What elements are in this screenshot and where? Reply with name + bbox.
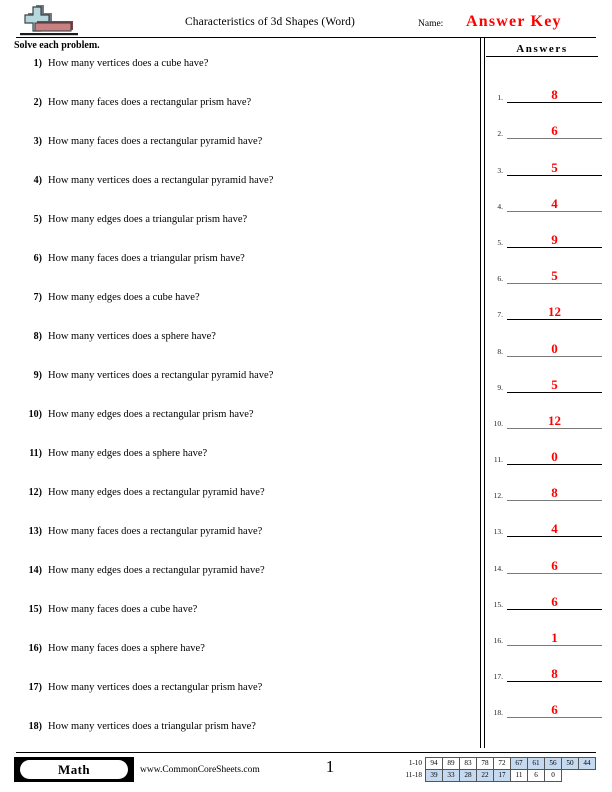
answer-number: 15. xyxy=(493,599,503,609)
answer-value: 4 xyxy=(551,195,558,211)
question-number: 10) xyxy=(28,409,42,420)
question-number: 18) xyxy=(28,721,42,732)
answer-row xyxy=(486,502,612,538)
page-title: Characteristics of 3d Shapes (Word) xyxy=(185,16,355,28)
answer-blank-line[interactable] xyxy=(507,102,602,103)
question-text: How many faces does a sphere have? xyxy=(48,643,205,654)
question-number: 17) xyxy=(28,682,42,693)
answers-heading: Answers xyxy=(486,43,598,57)
answer-row xyxy=(486,611,612,647)
question-row xyxy=(0,331,470,370)
answer-number: 4. xyxy=(497,201,503,211)
subject-badge xyxy=(14,757,134,782)
answer-blank-line[interactable] xyxy=(507,573,602,574)
answer-row xyxy=(486,104,612,140)
answer-value: 5 xyxy=(551,268,558,284)
question-text: How many edges does a cube have? xyxy=(48,292,200,303)
question-row xyxy=(0,526,470,565)
answer-value: 6 xyxy=(551,123,558,139)
answer-blank-line[interactable] xyxy=(507,138,602,139)
score-range-label: 11-18 xyxy=(405,771,422,779)
answer-number: 14. xyxy=(493,563,503,573)
question-text: How many faces does a triangular prism have? xyxy=(48,253,245,264)
answer-number: 7. xyxy=(497,310,503,320)
answer-value: 5 xyxy=(551,376,558,392)
question-row xyxy=(0,643,470,682)
score-cell: 6 xyxy=(528,770,545,782)
answer-row xyxy=(486,394,612,430)
question-text: How many vertices does a rectangular pyramid have? xyxy=(48,370,274,381)
score-cell: 61 xyxy=(528,758,545,770)
answer-blank-line[interactable] xyxy=(507,283,602,284)
question-row xyxy=(0,175,470,214)
answer-row xyxy=(486,647,612,683)
answers-list xyxy=(486,68,612,719)
score-cell-empty xyxy=(579,770,596,782)
divider-line-right xyxy=(484,38,485,748)
question-text: How many edges does a rectangular prism have? xyxy=(48,409,254,420)
question-row xyxy=(0,58,470,97)
answer-number: 17. xyxy=(493,672,503,682)
answer-blank-line[interactable] xyxy=(507,536,602,537)
score-table-row xyxy=(396,758,596,770)
score-cell: 89 xyxy=(443,758,460,770)
answer-number: 10. xyxy=(493,418,503,428)
answer-value: 6 xyxy=(551,593,558,609)
answer-number: 8. xyxy=(497,346,503,356)
question-row xyxy=(0,292,470,331)
question-row xyxy=(0,565,470,604)
answer-value: 8 xyxy=(551,666,558,682)
score-table-grid xyxy=(396,757,596,782)
question-text: How many edges does a rectangular pyramid have? xyxy=(48,487,265,498)
question-text: How many faces does a rectangular pyramid have? xyxy=(48,526,263,537)
answer-blank-line[interactable] xyxy=(507,609,602,610)
question-row xyxy=(0,253,470,292)
answer-value: 0 xyxy=(551,340,558,356)
question-text: How many vertices does a sphere have? xyxy=(48,331,216,342)
score-cell: 39 xyxy=(426,770,443,782)
question-number: 9) xyxy=(33,370,42,381)
score-cell: 56 xyxy=(545,758,562,770)
answer-value: 0 xyxy=(551,449,558,465)
question-number: 3) xyxy=(33,136,42,147)
question-number: 6) xyxy=(33,253,42,264)
score-cell: 0 xyxy=(545,770,562,782)
answer-blank-line[interactable] xyxy=(507,645,602,646)
answer-row xyxy=(486,466,612,502)
answer-row xyxy=(486,321,612,357)
answer-row xyxy=(486,213,612,249)
question-row xyxy=(0,409,470,448)
site-url[interactable]: www.CommonCoreSheets.com xyxy=(140,765,260,775)
score-table xyxy=(396,757,596,782)
answer-number: 16. xyxy=(493,636,503,645)
score-cell: 72 xyxy=(494,758,511,770)
question-number: 11) xyxy=(29,448,42,459)
score-cell: 33 xyxy=(443,770,460,782)
answer-value: 5 xyxy=(551,159,558,175)
question-row xyxy=(0,487,470,526)
score-cell: 83 xyxy=(460,758,477,770)
question-row xyxy=(0,370,470,409)
answer-blank-line[interactable] xyxy=(507,211,602,212)
question-text: How many vertices does a rectangular pyramid have? xyxy=(48,175,274,186)
answer-blank-line[interactable] xyxy=(507,428,602,429)
question-number: 16) xyxy=(28,643,42,654)
instruction-text: Solve each problem. xyxy=(14,40,100,51)
answer-blank-line[interactable] xyxy=(507,175,602,176)
answer-value: 6 xyxy=(551,702,558,718)
score-table-row xyxy=(396,770,596,782)
question-number: 4) xyxy=(33,175,42,186)
header-divider xyxy=(16,37,596,38)
answer-blank-line[interactable] xyxy=(507,464,602,465)
question-row xyxy=(0,604,470,643)
score-cell: 67 xyxy=(511,758,528,770)
score-cell: 44 xyxy=(579,758,596,770)
answer-row xyxy=(486,285,612,321)
question-text: How many vertices does a rectangular prism have? xyxy=(48,682,263,693)
plus-cross-logo-icon xyxy=(20,3,78,37)
question-number: 1) xyxy=(33,58,42,69)
answer-blank-line[interactable] xyxy=(507,247,602,248)
answer-blank-line[interactable] xyxy=(507,681,602,682)
question-number: 15) xyxy=(28,604,42,615)
answer-value: 1 xyxy=(551,630,558,645)
question-number: 13) xyxy=(28,526,42,537)
question-number: 12) xyxy=(28,487,42,498)
answer-number: 11. xyxy=(493,455,503,465)
answer-blank-line[interactable] xyxy=(507,356,602,357)
answer-blank-line[interactable] xyxy=(507,392,602,393)
score-cell: 94 xyxy=(426,758,443,770)
question-number: 14) xyxy=(28,565,42,576)
answer-number: 2. xyxy=(497,129,503,139)
footer-divider xyxy=(16,752,596,753)
answer-row xyxy=(486,430,612,466)
score-cell: 17 xyxy=(494,770,511,782)
answer-value: 9 xyxy=(551,231,558,247)
answer-number: 6. xyxy=(497,274,503,284)
subject-pill xyxy=(20,760,128,779)
question-text: How many faces does a cube have? xyxy=(48,604,198,615)
answer-row xyxy=(486,140,612,176)
page-header xyxy=(0,0,612,40)
answer-number: 12. xyxy=(493,491,503,501)
column-divider xyxy=(480,38,485,748)
question-text: How many edges does a rectangular pyramid have? xyxy=(48,565,265,576)
name-label: Name: xyxy=(418,19,444,29)
answer-row xyxy=(486,249,612,285)
answer-row xyxy=(486,538,612,574)
answer-key-stamp: Answer Key xyxy=(466,13,562,30)
score-cell: 11 xyxy=(511,770,528,782)
answer-row xyxy=(486,68,612,104)
page-number: 1 xyxy=(325,757,335,776)
answer-row xyxy=(486,358,612,394)
question-row xyxy=(0,448,470,487)
answer-blank-line[interactable] xyxy=(507,500,602,501)
questions-list xyxy=(0,58,470,760)
answer-number: 3. xyxy=(497,165,503,175)
answer-value: 6 xyxy=(551,557,558,573)
score-cell: 28 xyxy=(460,770,477,782)
answer-blank-line[interactable] xyxy=(507,717,602,718)
score-range-label: 1-10 xyxy=(408,759,422,767)
question-row xyxy=(0,721,470,760)
question-row xyxy=(0,214,470,253)
score-cell: 22 xyxy=(477,770,494,782)
question-row xyxy=(0,97,470,136)
question-text: How many edges does a triangular prism have? xyxy=(48,214,248,225)
question-text: How many vertices does a cube have? xyxy=(48,58,209,69)
answer-number: 18. xyxy=(493,708,503,718)
answer-value: 4 xyxy=(551,521,558,537)
question-number: 5) xyxy=(33,214,42,225)
question-number: 7) xyxy=(33,292,42,303)
score-cell: 78 xyxy=(477,758,494,770)
subject-label: Math xyxy=(58,761,90,777)
answer-value: 12 xyxy=(548,304,561,320)
answer-value: 12 xyxy=(548,412,561,428)
question-row xyxy=(0,682,470,721)
question-text: How many faces does a rectangular pyramid have? xyxy=(48,136,263,147)
answer-row xyxy=(486,177,612,213)
question-text: How many edges does a sphere have? xyxy=(48,448,208,459)
question-row xyxy=(0,136,470,175)
answer-blank-line[interactable] xyxy=(507,319,602,320)
question-number: 8) xyxy=(33,331,42,342)
answer-row xyxy=(486,683,612,719)
question-number: 2) xyxy=(33,97,42,108)
question-text: How many faces does a rectangular prism have? xyxy=(48,97,252,108)
question-text: How many vertices does a triangular prism have? xyxy=(48,721,256,732)
answer-row xyxy=(486,575,612,611)
answer-value: 8 xyxy=(551,87,558,103)
answer-number: 9. xyxy=(497,382,503,392)
answer-number: 1. xyxy=(497,93,503,103)
answer-number: 5. xyxy=(497,237,503,247)
score-cell: 50 xyxy=(562,758,579,770)
answer-value: 8 xyxy=(551,485,558,501)
divider-line-left xyxy=(480,38,481,748)
score-cell-empty xyxy=(562,770,579,782)
answer-number: 13. xyxy=(493,527,503,537)
